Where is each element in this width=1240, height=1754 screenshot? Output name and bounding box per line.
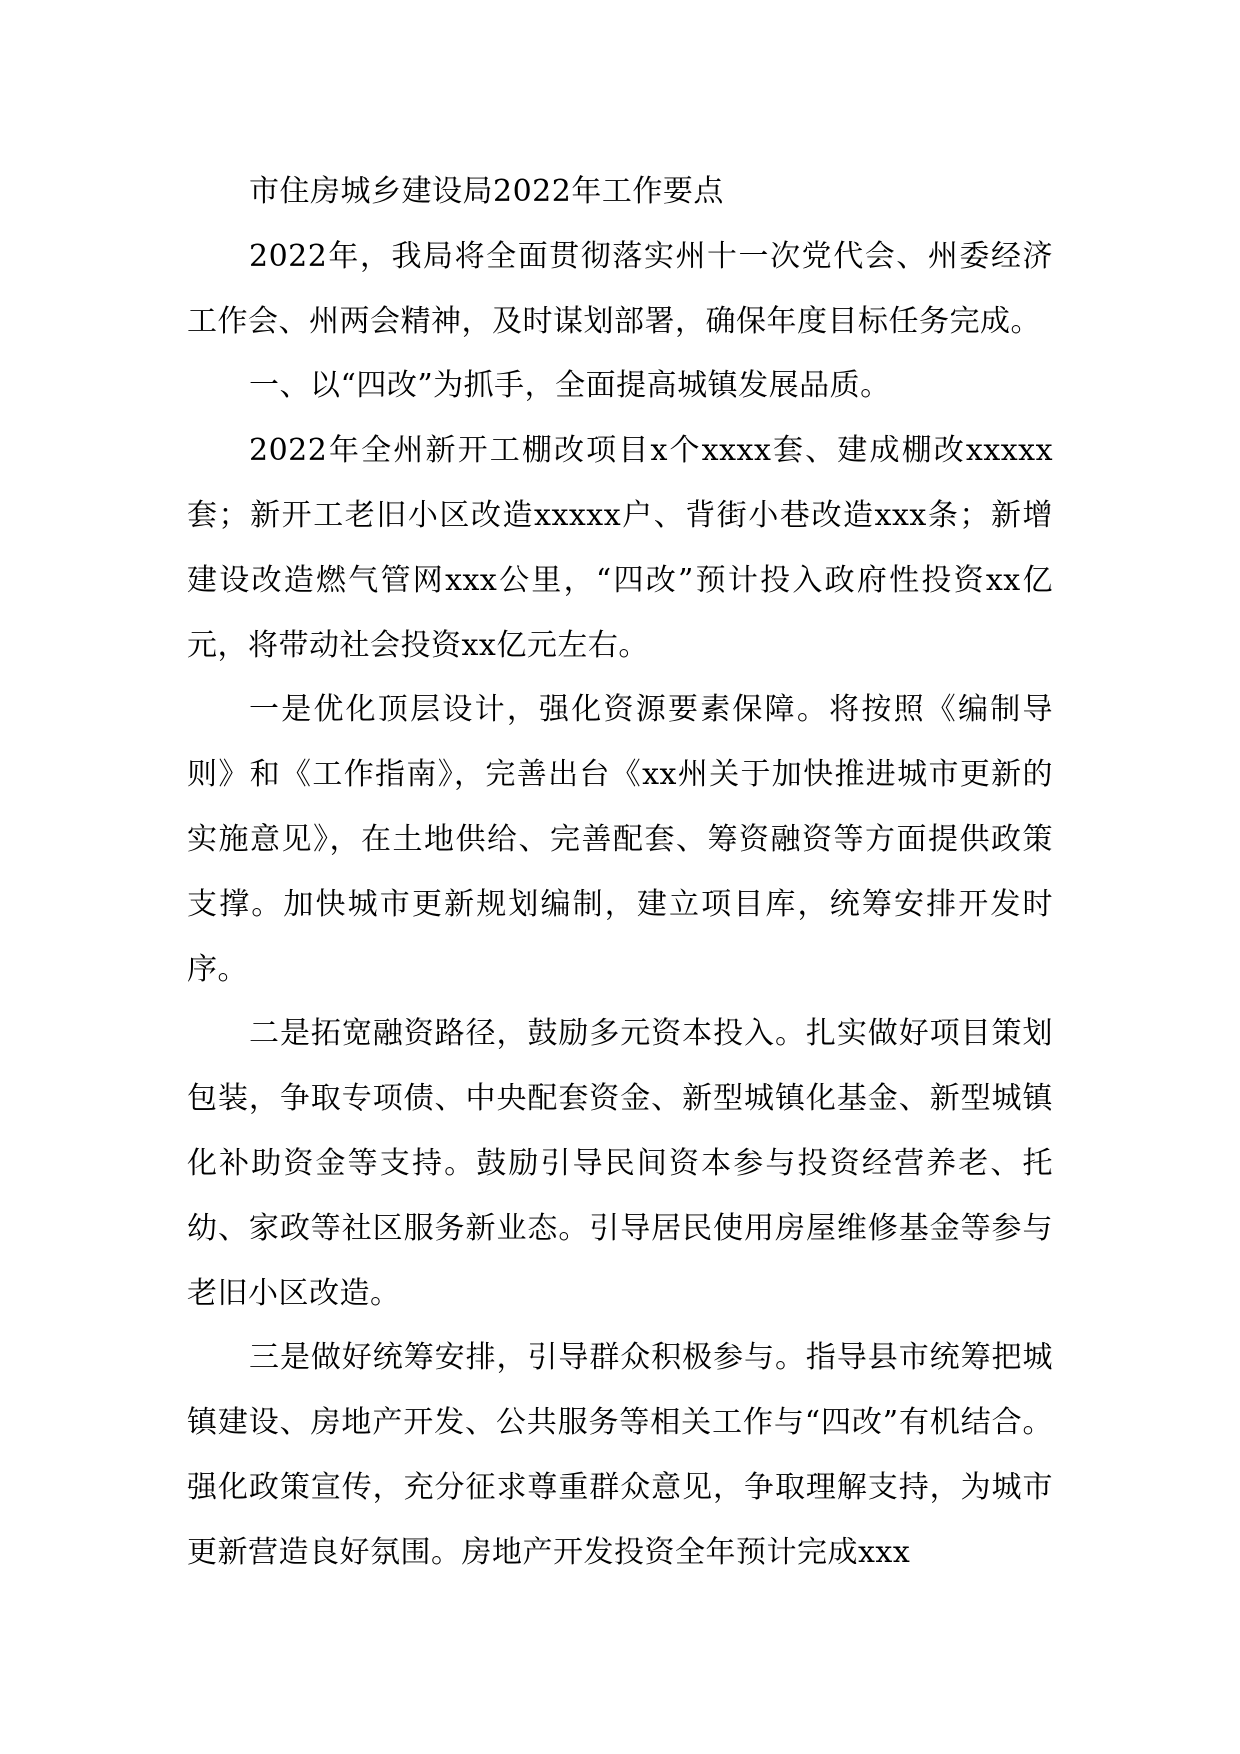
paragraph-point-2: 二是拓宽融资路径，鼓励多元资本投入。扎实做好项目策划包装，争取专项债、中央配套资金、新型城镇化基金、新型城镇化补助资金等支持。鼓励引导民间资本参与投资经营养老、托幼、家政等社区服务新业态。引导居民使用房屋维修基金等参与老旧小区改造。 — [187, 1016, 1053, 1311]
document-title: 市住房城乡建设局2022年工作要点 — [249, 174, 724, 209]
section-heading-1: 一、以“四改”为抓手，全面提高城镇发展品质。 — [249, 368, 891, 404]
paragraph-intro: 2022年，我局将全面贯彻落实州十一次党代会、州委经济工作会、州两会精神，及时谋划部署，确保年度目标任务完成。 — [187, 238, 1053, 339]
document-body — [187, 160, 1053, 1586]
paragraph-point-3: 三是做好统筹安排，引导群众积极参与。指导县市统筹把城镇建设、房地产开发、公共服务等相关工作与“四改”有机结合。强化政策宣传，充分征求尊重群众意见，争取理解支持，为城市更新营造良好氛围。房地产开发投资全年预计完成xxx — [187, 1340, 1053, 1570]
paragraph-point-1: 一是优化顶层设计，强化资源要素保障。将按照《编制导则》和《工作指南》，完善出台《xx州关于加快推进城市更新的实施意见》，在土地供给、完善配套、筹资融资等方面提供政策支撑。加快城市更新规划编制，建立项目库，统筹安排开发时序。 — [187, 692, 1053, 987]
paragraph-targets: 2022年全州新开工棚改项目x个xxxx套、建成棚改xxxxx套；新开工老旧小区改造xxxxx户、背街小巷改造xxx条；新增建设改造燃气管网xxx公里，“四改”预计投入政府性投资xx亿元，将带动社会投资xx亿元左右。 — [187, 433, 1053, 663]
